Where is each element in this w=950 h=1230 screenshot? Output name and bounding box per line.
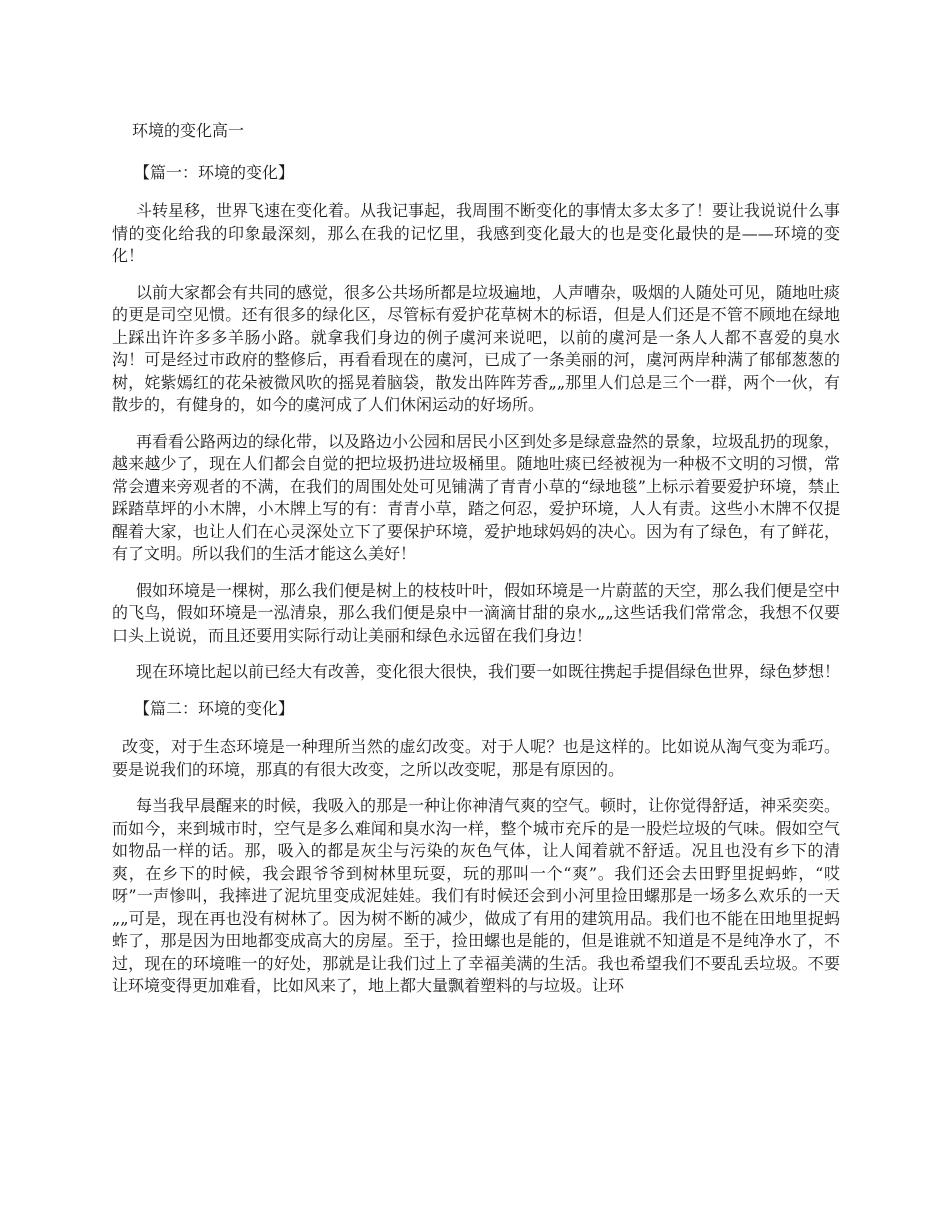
paragraph: 再看看公路两边的绿化带，以及路边小公园和居民小区到处多是绿意盎然的景象，垃圾乱扔的现象，越来越少了，现在人们都会自觉的把垃圾扔进垃圾桶里。随地吐痰已经被视为一种极不文明的习惯，常常会遭来旁观者的不满，在我们的周围处处可见铺满了青青小草的“绿地毯”上标示着要爱护环境，禁止踩踏草坪的小木牌，小木牌上写的有：青青小草，踏之何忍，爱护环境，人人有责。这些小木牌不仅提醒着大家，也让人们在心灵深处立下了要保护环境，爱护地球妈妈的决心。因为有了绿色，有了鲜花，有了文明。所以我们的生活才能这么美好！ <box>112 431 841 563</box>
section-heading-2: 【篇二：环境的变化】 <box>134 698 295 718</box>
document-title: 环境的变化高一 <box>132 121 245 140</box>
document-page <box>112 120 840 1012</box>
paragraph: 假如环境是一棵树，那么我们便是树上的枝枝叶叶，假如环境是一片蔚蓝的天空，那么我们便是空中的飞鸟，假如环境是一泓清泉，那么我们便是泉中一滴滴甘甜的泉水„„这些话我们常常念，我想不仅要口头上说说，而且还要用实际行动让美丽和绿色永远留在我们身边！ <box>112 580 841 645</box>
paragraph: 改变，对于生态环境是一种理所当然的虚幻改变。对于人呢？也是这样的。比如说从淘气变为乖巧。要是说我们的环境，那真的有很大改变，之所以改变呢，那是有原因的。 <box>112 737 840 779</box>
paragraph: 以前大家都会有共同的感觉，很多公共场所都是垃圾遍地，人声嘈杂，吸烟的人随处可见，随地吐痰的更是司空见惯。还有很多的绿化区，尽管标有爱护花草树木的标语，但是人们还是不管不顾地在绿地上踩出许许多多羊肠小路。就拿我们身边的例子虞河来说吧，以前的虞河是一条人人都不喜爱的臭水沟！可是经过市政府的整修后，再看看现在的虞河，已成了一条美丽的河，虞河两岸种满了郁郁葱葱的树，姹紫嫣红的花朵被微风吹的摇晃着脑袋，散发出阵阵芳香„„那里人们总是三个一群，两个一伙，有散步的，有健身的，如今的虞河成了人们休闲运动的好场所。 <box>112 282 841 414</box>
paragraph: 每当我早晨醒来的时候，我吸入的那是一种让你神清气爽的空气。顿时，让你觉得舒适，神采奕奕。而如今，来到城市时，空气是多么难闻和臭水沟一样，整个城市充斥的是一股烂垃圾的气味。假如空气如物品一样的话。那，吸入的都是灰尘与污染的灰色气体，让人闻着就不舒适。况且也没有乡下的清爽，在乡下的时候，我会跟爷爷到树林里玩耍，玩的那叫一个“爽”。我们还会去田野里捉蚂蚱，“哎呀”一声惨叫，我摔进了泥坑里变成泥娃娃。我们有时候还会到小河里捡田螺那是一场多么欢乐的一天„„可是，现在再也没有树林了。因为树不断的减少，做成了有用的建筑用品。我们也不能在田地里捉蚂蚱了，那是因为田地都变成高大的房屋。至于，捡田螺也是能的，但是谁就不知道是不是纯净水了，不过，现在的环境唯一的好处，那就是让我们过上了幸福美满的生活。我也希望我们不要乱丢垃圾。不要让环境变得更加难看，比如风来了，地上都大量飘着塑料的与垃圾。让环 <box>112 796 841 995</box>
paragraph: 斗转星移，世界飞速在变化着。从我记事起，我周围不断变化的事情太多太多了！要让我说说什么事情的变化给我的印象最深刻，那么在我的记忆里，我感到变化最大的也是变化最快的是——环境的变化！ <box>112 201 841 265</box>
paragraph: 现在环境比起以前已经大有改善，变化很大很快，我们要一如既往携起手提倡绿色世界，绿色梦想！ <box>136 662 841 681</box>
section-heading-1: 【篇一：环境的变化】 <box>134 162 295 182</box>
